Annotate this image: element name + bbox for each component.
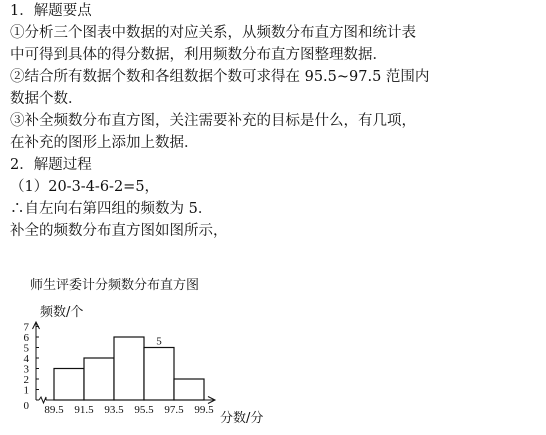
histogram-bar	[144, 348, 174, 401]
bar-value-label: 5	[156, 335, 162, 348]
solution-step-1: （1）20-3-4-6-2=5，	[10, 179, 160, 195]
paragraph-point-3-line-2: 在补充的图形上添加上数据．	[10, 135, 199, 151]
histogram-chart	[0, 272, 546, 431]
x-axis-label: 分数/分	[220, 411, 264, 426]
y-tick-label: 0	[23, 400, 29, 412]
histogram-bar	[174, 379, 204, 400]
histogram-bar	[114, 337, 144, 400]
solution-step-3: 补全的频数分布直方图如图所示，	[10, 223, 228, 239]
solution-step-2: ∴自左向右第四组的频数为 5．	[10, 201, 213, 217]
histogram-bar	[54, 369, 84, 401]
chart-title: 师生评委计分频数分布直方图	[30, 278, 200, 293]
x-tick-label: 97.5	[164, 404, 184, 416]
y-tick-label: 6	[23, 332, 29, 344]
y-tick-label: 4	[23, 353, 29, 365]
y-tick-label: 3	[23, 363, 29, 376]
x-tick-label: 89.5	[44, 404, 64, 416]
x-tick-label: 95.5	[134, 404, 154, 416]
paragraph-point-2-line-2: 数据个数．	[10, 91, 83, 107]
heading-key-points: 1．解题要点	[10, 3, 92, 19]
y-tick-label: 7	[23, 321, 29, 334]
x-tick-label: 91.5	[74, 404, 94, 416]
paragraph-point-1-line-2: 中可得到具体的得分数据，利用频数分布直方图整理数据．	[10, 47, 387, 63]
paragraph-point-1-line-1: ①分析三个图表中数据的对应关系，从频数分布直方图和统计表	[10, 25, 416, 41]
x-tick-label: 93.5	[104, 404, 124, 416]
y-tick-label: 2	[23, 374, 29, 386]
heading-solution-process: 2．解题过程	[10, 157, 92, 173]
y-tick-label: 5	[23, 342, 29, 355]
y-tick-label: 1	[23, 384, 29, 397]
paragraph-point-2-line-1: ②结合所有数据个数和各组数据个数可求得在 95.5~97.5 范围内	[10, 69, 430, 85]
x-tick-label: 99.5	[194, 404, 214, 416]
y-axis-label: 频数/个	[40, 305, 84, 320]
histogram-bar	[84, 358, 114, 400]
paragraph-point-3-line-1: ③补全频数分布直方图，关注需要补充的目标是什么，有几项，	[10, 113, 416, 129]
x-axis-break-icon	[39, 397, 46, 403]
histogram-figure	[0, 272, 546, 431]
